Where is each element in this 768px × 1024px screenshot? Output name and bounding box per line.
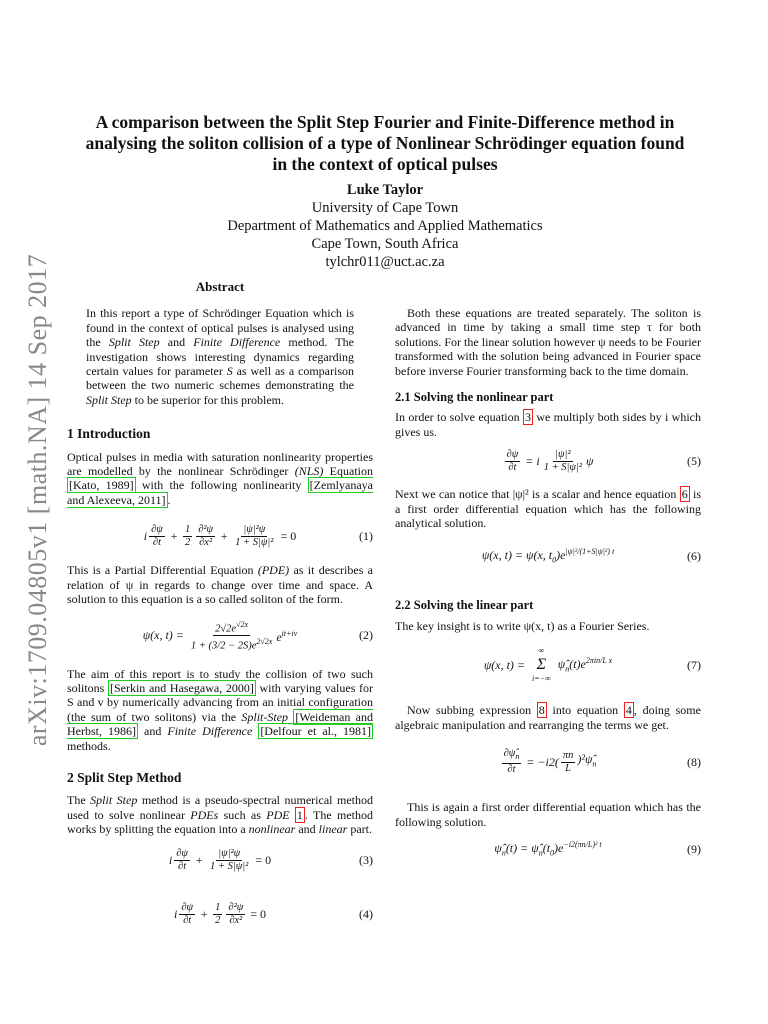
equation-reference-link[interactable]: 8 — [538, 703, 545, 718]
equation-number: (9) — [687, 841, 701, 856]
author-name: Luke Taylor — [346, 182, 424, 198]
abstract-heading: Abstract — [195, 279, 245, 294]
paper-title — [70, 112, 700, 175]
left-column — [67, 280, 373, 937]
abstract-text: In this report a type of Schrödinger Equation which is found in the context of optical pulses is analysed using the Split Step and Finite Difference method. The investigation shows interesting dynamics regarding certain values for parameter S as well as a comparison between the two numeric schemes demonstrating the Split Step to be superior for this problem. — [86, 306, 354, 407]
subsection-heading-linear: 2.2 Solving the linear part — [395, 598, 534, 613]
equation-2: ψ(x, t) = $\frac{2√2e^{√2x}}{1 + (3/2 - 2S)e^{2√2x}}$ $e^{it+iv}$ (2) — [142, 619, 373, 652]
arxiv-sidebar — [18, 250, 58, 750]
equation-number: (5) — [687, 454, 701, 469]
equation-number: (7) — [687, 658, 701, 673]
equation-5: $\frac{\partial\psi}{\partial t}$ = i $\frac{\text{|ψ|²}}{\text{1 + S|ψ|²}}$ ψ (5) — [506, 448, 701, 473]
scalar-paragraph: Next we can notice that |ψ|² is a scalar and hence equation 6 is a first order differential equation which has the following analytical solution. — [395, 487, 701, 531]
equation-number: (1) — [359, 529, 373, 544]
equation-1: i $\frac{\partial\psi}{\partial t}$ + $\frac{1}{2}$ $\frac{\text{∂²ψ}}{\text{∂x²}}$ + $\frac{\text{|ψ|²ψ}}{\text{1 + S|ψ|²}}$ = 0 (1) — [143, 523, 373, 548]
citation-link[interactable]: [Zemlyanaya and Alexeeva, 2011] — [67, 478, 373, 507]
treatment-paragraph: Both these equations are treated separately. The soliton is advanced in time by taking a small time step τ for both solutions. For the linear solution however ψ needs to be Fourier transformed with the solution being advanced in Fourier space before inverse Fourier transforming back to the time domain. — [395, 306, 701, 378]
solution-paragraph: This is again a first order differential equation which has the following solution. — [395, 800, 701, 829]
arxiv-identifier: arXiv:1709.04805v1 [math.NA] 14 Sep 2017 — [23, 253, 52, 747]
citation-link[interactable]: [Kato, 1989] — [69, 478, 134, 493]
citation-link[interactable]: [Serkin and Hasegawa, 2000] — [109, 680, 254, 695]
citation-link[interactable]: [Weideman and Herbst, 1986] — [67, 709, 373, 739]
title-line: in the context of optical pulses — [272, 154, 498, 174]
equation-number: (4) — [359, 907, 373, 922]
title-line: analysing the soliton collision of a type of Nonlinear Schrödinger equation found — [85, 133, 685, 153]
author-block — [70, 181, 700, 271]
section-heading-split-step: 2 Split Step Method — [67, 769, 182, 785]
fourier-series-paragraph: The key insight is to write ψ(x, t) as a Fourier Series. — [395, 618, 650, 633]
equation-number: (2) — [359, 628, 373, 643]
subbing-paragraph: Now subbing expression 8 into equation 4 , doing some algebraic manipulation and rearranging the terms we get. — [395, 703, 701, 732]
affiliation-location: Cape Town, South Africa — [311, 236, 459, 252]
equation-number: (3) — [359, 853, 373, 868]
equation-reference-link[interactable]: 1 — [296, 807, 303, 822]
subsection-heading-nonlinear: 2.1 Solving the nonlinear part — [395, 390, 554, 405]
aim-paragraph: The aim of this report is to study the collision of two such solitons [Serkin and Hasegawa, 2000] with varying values for S and v by numerically advancing from an initial configuration (the sum of two solitons) via the Split-Step [Weideman and Herbst, 1986] and Finite Difference [Delfour et al., 1981] methods. — [67, 666, 374, 753]
author-email: tylchr011@uct.ac.za — [325, 254, 445, 270]
citation-link[interactable]: [Delfour et al., 1981] — [260, 724, 372, 739]
equation-reference-link[interactable]: 3 — [524, 410, 531, 425]
nonlinear-paragraph: In order to solve equation 3 we multiply both sides by i which gives us. — [395, 410, 701, 439]
equation-7: ψ(x, t) = ∞ Σ i=−∞ $\psî_n(t)e^{2\pi in/L x}$ (7) — [483, 646, 701, 684]
equation-reference-link[interactable]: 4 — [625, 703, 632, 718]
equation-4: i $\frac{\partial\psi}{\partial t}$ + $\frac{1}{2}$ $\frac{\text{∂²ψ}}{\text{∂x²}}$ = 0 (4) — [173, 902, 373, 927]
pde-paragraph: This is a Partial Differential Equation (PDE) as it describes a relation of ψ in regards to change over time and space. A solution to this equation is a so called soliton of the form. — [67, 563, 373, 607]
equation-number: (8) — [687, 754, 701, 769]
equation-6: ψ(x, t) = ψ(x, $t_0)e^{|\psi|^2/(1+S|\psi|^2) t}$ (6) — [481, 547, 701, 565]
affiliation-department: Department of Mathematics and Applied Mathematics — [227, 218, 543, 234]
section-heading-introduction: 1 Introduction — [67, 426, 151, 442]
title-line: A comparison between the Split Step Fourier and Finite-Difference method in — [95, 112, 675, 132]
intro-paragraph: Optical pulses in media with saturation nonlinearity properties are modelled by the nonlinear Schrödinger (NLS) Equation [Kato, 1989] with the following nonlinearity [Zemlyanaya and Alexeeva, 2011] . — [67, 449, 373, 507]
equation-8: $\frac{\partial\psî_n}{\partial t}$ = −i2( $\frac{\pi n}{L}$ )$^2\psî_n$ (8) — [503, 748, 701, 776]
equation-3: i $\frac{\partial\psi}{\partial t}$ + $\frac{\text{|ψ|²ψ}}{\text{1 + S|ψ|²}}$ = 0 (3) — [168, 848, 373, 873]
equation-reference-link[interactable]: 6 — [681, 487, 688, 502]
right-column — [395, 306, 701, 865]
split-step-paragraph: The Split Step method is a pseudo-spectral numerical method used to solve nonlinear PDEs such as PDE 1 . The method works by splitting the equation into a nonlinear and linear part. — [67, 793, 373, 837]
affiliation-university: University of Cape Town — [311, 200, 459, 216]
equation-9: $\psî_n(t)$ = $\psî_n(t_0)e^{-i2(\pi n/L)^2 t}$ (9) — [494, 839, 701, 857]
equation-number: (6) — [687, 549, 701, 564]
